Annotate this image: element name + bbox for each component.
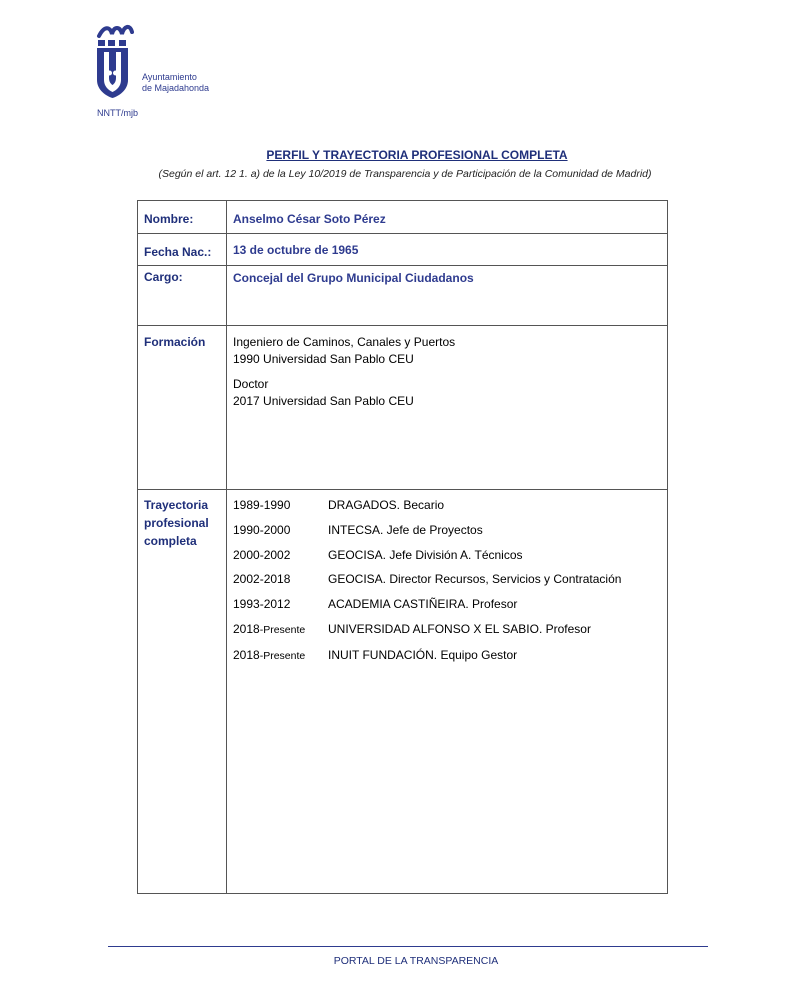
career-label-line-3: completa [144,534,197,548]
career-label-line-1: Trayectoria [144,498,209,512]
career-start: 2002 [233,572,260,587]
career-separator: - [259,547,264,562]
career-list [227,490,668,894]
career-start: 1993 [233,597,260,612]
row-position [138,266,668,326]
education-degree: Doctor [233,377,269,391]
row-name [138,201,668,234]
education-degree: Ingeniero de Caminos, Canales y Puertos [233,335,456,349]
logo-line-2: de Majadahonda [142,83,210,93]
name-value: Anselmo César Soto Pérez [227,201,668,234]
row-birth-date [138,234,668,266]
row-career [138,490,668,894]
career-start: 2018 [233,621,260,636]
career-entry [233,521,667,539]
row-education [138,326,668,490]
career-entry [233,570,667,588]
career-entry [233,546,667,564]
career-start: 2000 [233,547,260,562]
career-end: 2012 [263,597,291,612]
education-detail: 1990 Universidad San Pablo CEU [233,352,414,366]
career-description: GEOCISA. Director Recursos, Servicios y Contratación [328,572,622,587]
career-separator: - [259,623,264,636]
career-entry [233,496,667,514]
career-start: 1990 [233,522,260,537]
document-title: PERFIL Y TRAYECTORIA PROFESIONAL COMPLETA [266,148,568,162]
career-years [233,620,328,639]
career-separator: - [259,649,264,662]
education-list [227,326,668,490]
reference-code: NNTT/mjb [97,108,138,118]
career-label [138,490,227,894]
career-label-line-2: profesional [144,516,209,530]
career-separator: - [259,498,264,512]
position-value: Concejal del Grupo Municipal Ciudadanos [227,266,668,326]
education-detail: 2017 Universidad San Pablo CEU [233,394,414,408]
career-years [233,546,328,564]
logo-line-1: Ayuntamiento [142,72,197,82]
career-end: 1990 [263,498,291,512]
logo-caption [142,72,209,94]
career-description: INUIT FUNDACIÓN. Equipo Gestor [328,647,518,662]
career-end: 2018 [263,572,291,587]
position-label: Cargo: [138,266,227,326]
career-entry [233,620,667,639]
career-separator: - [259,522,264,537]
career-end: Presente [263,649,306,662]
career-years [233,521,328,539]
birth-date-label: Fecha Nac.: [138,234,227,266]
footer-text: PORTAL DE LA TRANSPARENCIA [333,955,499,967]
name-label: Nombre: [138,201,227,234]
education-label: Formación [138,326,227,490]
birth-date-value: 13 de octubre de 1965 [227,234,668,266]
career-end: 2002 [263,547,291,562]
career-separator: - [259,572,264,587]
career-years [233,646,328,665]
career-years [233,496,328,514]
footer-wrap [0,955,792,967]
career-description: UNIVERSIDAD ALFONSO X EL SABIO. Profesor [328,621,591,636]
career-entry [233,646,667,665]
career-separator: - [259,597,264,612]
career-end: 2000 [263,522,291,537]
career-start: 2018 [233,647,260,662]
document-subtitle: (Según el art. 12 1. a) de la Ley 10/2019 de Transparencia y de Participación de la Comunidad de Madrid) [158,168,652,180]
career-start: 1989 [233,498,260,512]
profile-table [137,200,668,894]
career-entry [233,595,667,613]
career-description: DRAGADOS. Becario [328,498,445,512]
career-description: ACADEMIA CASTIÑEIRA. Profesor [328,597,518,612]
footer-divider [108,946,708,947]
document-title-wrap [0,146,792,164]
career-years [233,570,328,588]
document-subtitle-wrap [0,168,792,180]
career-years [233,595,328,613]
career-description: INTECSA. Jefe de Proyectos [328,522,483,537]
career-description: GEOCISA. Jefe División A. Técnicos [328,547,523,562]
career-end: Presente [263,623,306,636]
